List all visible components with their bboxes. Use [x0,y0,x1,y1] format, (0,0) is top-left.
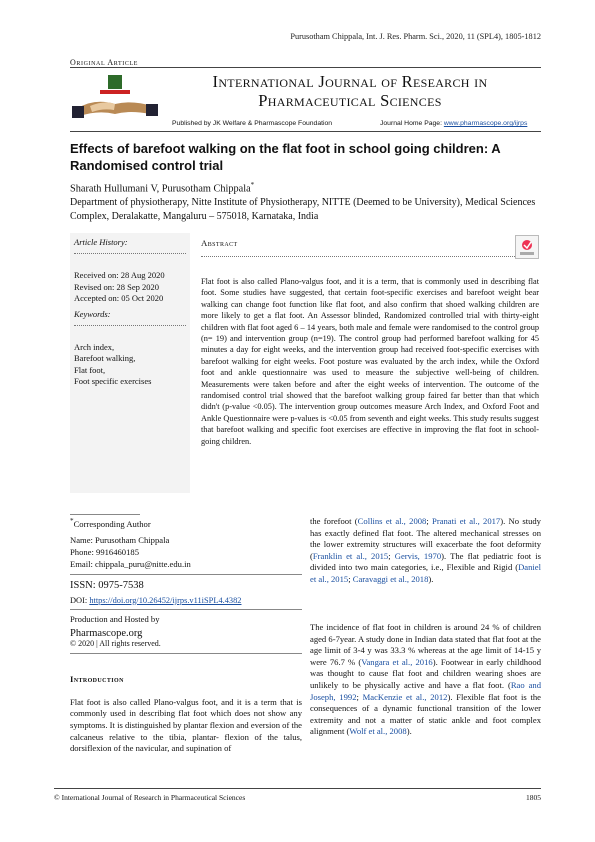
text-run: ). Footwear in early childhood was thought to cause flat foot and children wearing shoes are unlikely to be physically active and have a flat foot. ( [310,656,541,690]
citation-link[interactable]: Pranati et al., 2017 [432,516,501,526]
citation-link[interactable]: MacKenzie et al., 2012 [362,691,448,702]
article-info-box [70,233,190,493]
left-column [70,514,302,755]
author-mark: * [250,181,255,189]
text-run: ; [356,691,363,702]
corresponding-text: Corresponding Author [73,518,151,529]
text-run: ). No study has exactly defined flat foot. The altered mechanical stresses on the lower extremity structures will exacerbate the foot deformity ( [310,516,541,561]
production-hosted: Production and Hosted by [70,613,160,624]
issn: ISSN: 0975-7538 [70,579,144,591]
doi [70,596,302,605]
text-run: ; [388,550,395,561]
article-type: Original Article [70,58,139,67]
affiliation: Department of physiotherapy, Nitte Institute of Physiotherapy, NITTE (Deemed to be University), Medical Sciences Complex, Deralakatte, Mangaluru – 575018, Karnataka, India [70,197,536,222]
corresponding-mark: * [70,517,74,525]
text-run: ). [406,726,412,737]
masthead-rule [70,131,541,132]
abstract-box [197,233,543,503]
corresponding-phone: Phone: 9916460185 [70,546,139,557]
text-run: ). The flat pediatric foot is divided into two main categories, i.e., Flexible and Rigid ( [310,550,541,573]
article-history-label: Article History: [74,237,128,247]
intro-heading: Introduction [70,673,124,684]
doi-label: DOI: [70,595,90,605]
revised-date: Revised on: 28 Sep 2020 [74,281,159,292]
article-title: Effects of barefoot walking on the flat foot in school going children: A Randomised control trial [70,141,501,173]
home-page-link[interactable]: www.pharmascope.org/ijrps [443,120,528,127]
citation-link[interactable]: Franklin et al., 2015 [312,550,389,561]
journal-name [170,72,530,110]
abstract-text: Flat foot is also called Plano-valgus foot, and it is a term, that is commonly used in describing flat foot. Some studies have suggested, that certain foot-specific exercises and barefoot weight bear walking can change foot function like flat foot, and also confirm that shoed walking children are more likely to get a flat foot. An Assessor blinded, Randomized controlled trial with thirty-eight children with flat foot aged 6 – 14 years, both male and female were randomised to the control group (n= 19) and intervention group (n=19). The control group had performed barefoot walking for 45 minutes a day for eight weeks, and the intervention group had received foot-specific exercises with barefoot walking for eight weeks. Foot posture was evaluated by the arch index, while the Oxford foot and ankle questionnaire was used to measure the subjective well-being of children. Measurements were taken before and after the eight weeks of intervention. The outcome of the randomised control trial showed that the barefoot walking group faired far better than that which didn't (p-value <0.05). The intervention group outcomes measure Arch Index, and Oxford Foot and Ankle Questionnaire were p-values is <0.05 from seventh and eight weeks. This study results suggest that barefoot walking and specific foot exercises are effective in improving the flat foot in school-going children. [201,277,539,446]
abstract-heading: Abstract [201,238,238,248]
check-for-updates-icon[interactable] [515,235,539,259]
keyword-2: Barefoot walking, [74,353,136,363]
citation-link[interactable]: Wolf et al., 2008 [349,726,407,737]
page-number: 1805 [526,793,541,802]
journal-logo-handshake [70,70,160,128]
corresponding-name: Name: Purusotham Chippala [70,534,170,545]
keyword-4: Foot specific exercises [74,376,152,386]
text-run: ). Flexible flat foot is the consequences of a dynamic functional transition of the lower extremity and not a matter of static ankle and foot complex alignment ( [310,691,541,737]
header-rule [70,67,541,68]
citation-link[interactable]: Vangara et al., 2016 [361,656,433,667]
page-footer [54,793,541,802]
published-by: Published by JK Welfare & Pharmascope Foundation [172,120,333,127]
author-names: Sharath Hullumani V, Purusotham Chippala [70,183,251,195]
doi-link[interactable]: https://doi.org/10.26452/ijrps.v11iSPL4.4382 [89,595,242,605]
text-run: The incidence of flat foot in children is around 24 % of children aged 6-7year. A study done in Indian data stated that flat foot at the age limit of 3-4 y was 33.3 % whereas at the age limit of 14-15 y were 76.7 % ( [310,622,541,667]
keyword-3: Flat foot, [74,364,106,375]
citation-link[interactable]: Caravaggi et al., 2018 [352,573,429,584]
received-date: Received on: 28 Aug 2020 [74,270,165,280]
keywords-label: Keywords: [74,308,111,319]
journal-name-line2: Pharmaceutical Sciences [258,91,442,110]
text-run: ; [348,573,353,584]
journal-home-page [380,120,527,127]
running-header: Purusotham Chippala, Int. J. Res. Pharm. Sci., 2020, 11 (SPL4), 1805-1812 [290,32,541,41]
footer-copyright: © International Journal of Research in Pharmaceutical Sciences [54,793,246,802]
citation-link[interactable]: Daniel et al., 2015 [310,562,541,584]
intro-paragraph-1: Flat foot is also called Plano-valgus foot, and it is a term that is commonly used in describing flat foot which does not show any symptoms. It is distinguished by plantar flexion and eversion of the calcaneus relative to the tibia, plantar- flexion of the talus, dorsiflexion of the navicular, and supination of [70,696,302,754]
journal-name-line1: International Journal of Research in [212,72,488,91]
footer-rule [54,788,541,789]
right-column-paragraph-2 [310,622,541,738]
text-run: the forefoot ( [310,516,358,526]
host-name: Pharmascope.org [70,627,143,639]
keyword-1: Arch index, [74,341,115,352]
citation-link[interactable]: Rao and Joseph, 1992 [310,679,541,702]
text-run: ; [426,516,433,526]
accepted-date: Accepted on: 05 Oct 2020 [74,293,164,303]
home-page-label: Journal Home Page: [380,120,444,127]
citation-link[interactable]: Gervis, 1970 [394,550,442,561]
corresponding-label [70,517,302,529]
corresponding-email: Email: chippala_puru@nitte.edu.in [70,558,191,569]
citation-link[interactable]: Collins et al., 2008 [357,516,427,526]
right-column-paragraph-1 [310,516,541,586]
text-run: ). [428,573,434,584]
copyright: © 2020 | All rights reserved. [70,638,161,648]
authors [70,181,254,194]
